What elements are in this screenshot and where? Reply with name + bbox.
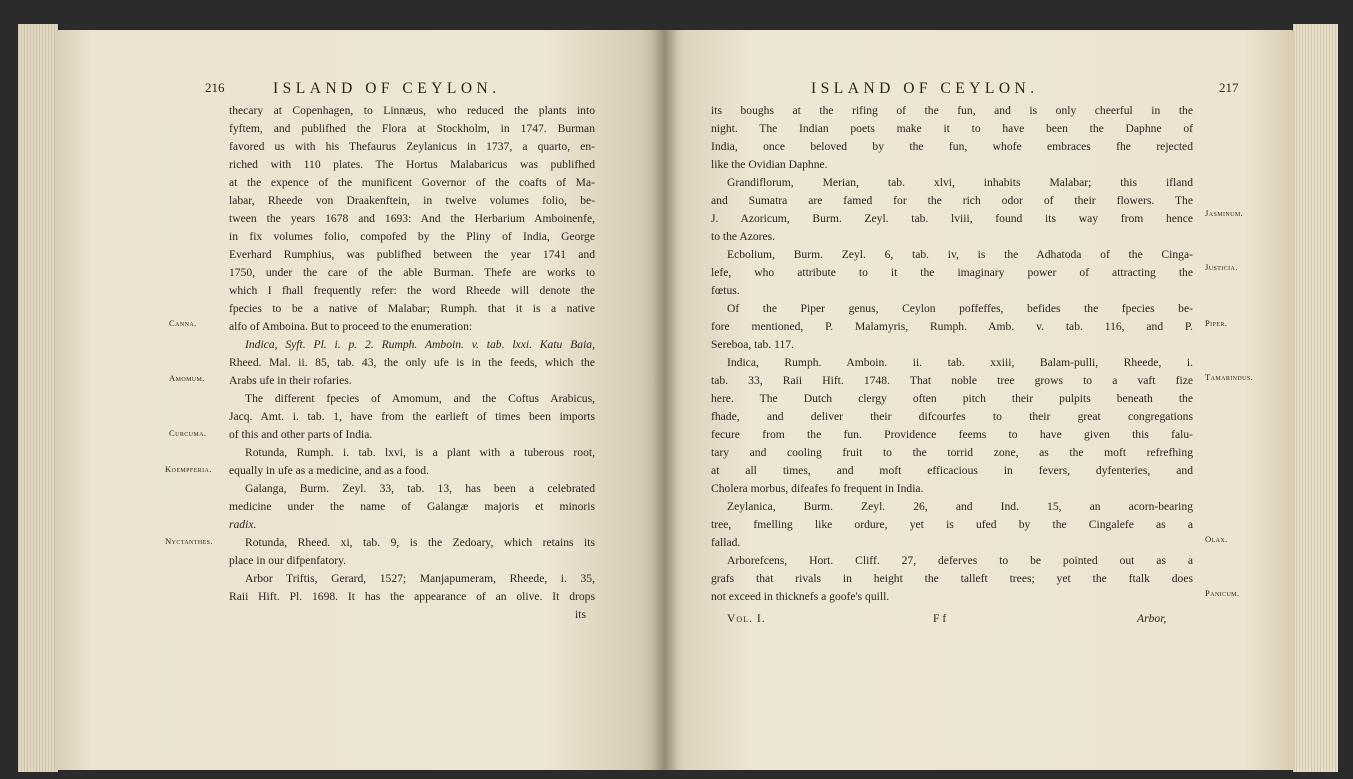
text-line: Rotunda, Rumph. i. tab. lxvi, is a plant with a tuberous root, bbox=[245, 446, 595, 459]
signature-mark: F f bbox=[933, 612, 947, 625]
text-line: radix. bbox=[229, 518, 257, 531]
text-line: 1750, under the care of the able Burman. Thefe are works to bbox=[229, 266, 595, 279]
book-gutter bbox=[652, 30, 678, 770]
catchword: its bbox=[575, 608, 586, 621]
volume-label: Vol. I. bbox=[727, 612, 766, 625]
margin-note-piper: Piper. bbox=[1205, 318, 1228, 328]
margin-note-nyctanthes: Nyctanthes. bbox=[165, 536, 213, 546]
right-page bbox=[665, 30, 1295, 770]
text-line: to the Azores. bbox=[711, 230, 776, 243]
catchword: Arbor, bbox=[1137, 612, 1167, 625]
text-line: at all times, and moft efficacious in fevers, dyfenteries, and bbox=[711, 464, 1193, 477]
text-line: Indica, Syft. Pl. i. p. 2. Rumph. Amboin. v. tab. lxxi. Katu Baia, bbox=[245, 338, 595, 351]
text-line: Arabs ufe in their rofaries. bbox=[229, 374, 352, 387]
text-line: Rheed. Mal. ii. 85, tab. 43, the only ufe is in the feeds, which the bbox=[229, 356, 595, 369]
text-line: thecary at Copenhagen, to Linnæus, who reduced the plants into bbox=[229, 104, 595, 117]
text-line: Everhard Rumphius, was publifhed between the year 1741 and bbox=[229, 248, 595, 261]
text-line: Raii Hift. Pl. 1698. It has the appearance of an olive. It drops bbox=[229, 590, 595, 603]
text-line: Of the Piper genus, Ceylon poffeffes, befides the fpecies be- bbox=[727, 302, 1193, 315]
margin-note-jasminum: Jasminum. bbox=[1205, 208, 1244, 218]
text-line: Sereboa, tab. 117. bbox=[711, 338, 794, 351]
text-line: Arbor Triftis, Gerard, 1527; Manjapumeram, Rheede, i. 35, bbox=[245, 572, 595, 585]
text-line: J. Azoricum, Burm. Zeyl. tab. lviii, found its way from hence bbox=[711, 212, 1193, 225]
margin-note-olax: Olax. bbox=[1205, 534, 1228, 544]
text-line: tab. 33, Raii Hift. 1748. That noble tree grows to a vaft fize bbox=[711, 374, 1193, 387]
text-line: and Sumatra are famed for the rich odor of their flowers. The bbox=[711, 194, 1193, 207]
right-running-head: ISLAND OF CEYLON. bbox=[811, 80, 1039, 97]
text-line: Grandiflorum, Merian, tab. xlvi, inhabits Malabar; this ifland bbox=[727, 176, 1193, 189]
text-line: favored us with his Thefaurus Zeylanicus in 1737, a quarto, en- bbox=[229, 140, 595, 153]
right-page-number: 217 bbox=[1219, 80, 1239, 95]
text-line: medicine under the name of Galangæ majoris et minoris bbox=[229, 500, 595, 513]
margin-note-tamarindus: Tamarindus. bbox=[1205, 372, 1254, 382]
text-line: not exceed in thicknefs a goofe's quill. bbox=[711, 590, 890, 603]
text-line: tree, fmelling like ordure, yet is ufed by the Cingalefe as a bbox=[711, 518, 1193, 531]
text-line: Rotunda, Rheed. xi, tab. 9, is the Zedoary, which retains its bbox=[245, 536, 595, 549]
text-line: fyftem, and publifhed the Flora at Stockholm, in 1747. Burman bbox=[229, 122, 595, 135]
margin-note-amomum: Amomum. bbox=[169, 373, 205, 383]
text-line: riched with 110 plates. The Hortus Malabaricus was publifhed bbox=[229, 158, 595, 171]
text-line: Cholera morbus, difeafes fo frequent in India. bbox=[711, 482, 924, 495]
margin-note-panicum: Panicum. bbox=[1205, 588, 1240, 598]
text-line: at the expence of the munificent Governor of the coafts of Ma- bbox=[229, 176, 595, 189]
margin-note-koempferia: Koempferia. bbox=[165, 464, 212, 474]
text-line: Galanga, Burm. Zeyl. 33, tab. 13, has been a celebrated bbox=[245, 482, 595, 495]
text-line: tary and cooling fruit to the torrid zone, as the moft refrefhing bbox=[711, 446, 1193, 459]
text-line: India, once beloved by the fun, whofe embraces fhe rejected bbox=[711, 140, 1193, 153]
left-page bbox=[55, 30, 665, 770]
text-line: equally in ufe as a medicine, and as a food. bbox=[229, 464, 429, 477]
text-line: fallad. bbox=[711, 536, 741, 549]
margin-note-justicia: Justicia. bbox=[1205, 262, 1238, 272]
text-line: fore mentioned, P. Malamyris, Rumph. Amb. v. tab. 116, and P. bbox=[711, 320, 1193, 333]
text-line: in fix volumes folio, compofed by the Pliny of India, George bbox=[229, 230, 595, 243]
margin-note-curcuma: Curcuma. bbox=[169, 428, 207, 438]
text-line: fpecies to be a native of Malabar; Rumph. that it is a native bbox=[229, 302, 595, 315]
text-line: Indica, Rumph. Amboin. ii. tab. xxiii, Balam-pulli, Rheede, i. bbox=[727, 356, 1193, 369]
text-line: fecure from the fun. Providence feems to have given this falu- bbox=[711, 428, 1193, 441]
text-line: tween the years 1678 and 1693: And the Herbarium Amboinenfe, bbox=[229, 212, 595, 225]
text-line: here. The Dutch clergy often pitch their pulpits beneath the bbox=[711, 392, 1193, 405]
text-line: The different fpecies of Amomum, and the Coftus Arabicus, bbox=[245, 392, 595, 405]
page-edges-left bbox=[18, 24, 58, 772]
text-line: night. The Indian poets make it to have been the Daphne of bbox=[711, 122, 1193, 135]
text-line: its boughs at the rifing of the fun, and is only cheerful in the bbox=[711, 104, 1193, 117]
text-line: labar, Rheede von Draakenftein, in twelve volumes folio, be- bbox=[229, 194, 595, 207]
text-line: Ecbolium, Burm. Zeyl. 6, tab. iv, is the Adhatoda of the Cinga- bbox=[727, 248, 1193, 261]
text-line: like the Ovidian Daphne. bbox=[711, 158, 828, 171]
left-page-number: 216 bbox=[205, 80, 225, 95]
text-line: Zeylanica, Burm. Zeyl. 26, and Ind. 15, an acorn-bearing bbox=[727, 500, 1193, 513]
text-line: of this and other parts of India. bbox=[229, 428, 373, 441]
text-line: Arborefcens, Hort. Cliff. 27, deferves to be pointed out as a bbox=[727, 554, 1193, 567]
text-line: lefe, who attribute to it the imaginary power of attracting the bbox=[711, 266, 1193, 279]
text-line: fhade, and deliver their difcourfes to their great congregations bbox=[711, 410, 1193, 423]
page-edges-right bbox=[1293, 24, 1338, 772]
text-line: Jacq. Amt. i. tab. 1, have from the earlieft of times been imports bbox=[229, 410, 595, 423]
text-line: which I fhall frequently refer: the word Rheede will denote the bbox=[229, 284, 595, 297]
text-line: fœtus. bbox=[711, 284, 740, 297]
text-line: grafs that rivals in height the talleft trees; yet the ftalk does bbox=[711, 572, 1193, 585]
text-line: place in our difpenfatory. bbox=[229, 554, 347, 567]
left-running-head: ISLAND OF CEYLON. bbox=[273, 80, 501, 97]
text-line: alfo of Amboina. But to proceed to the enumeration: bbox=[229, 320, 473, 333]
margin-note-canna: Canna. bbox=[169, 318, 197, 328]
